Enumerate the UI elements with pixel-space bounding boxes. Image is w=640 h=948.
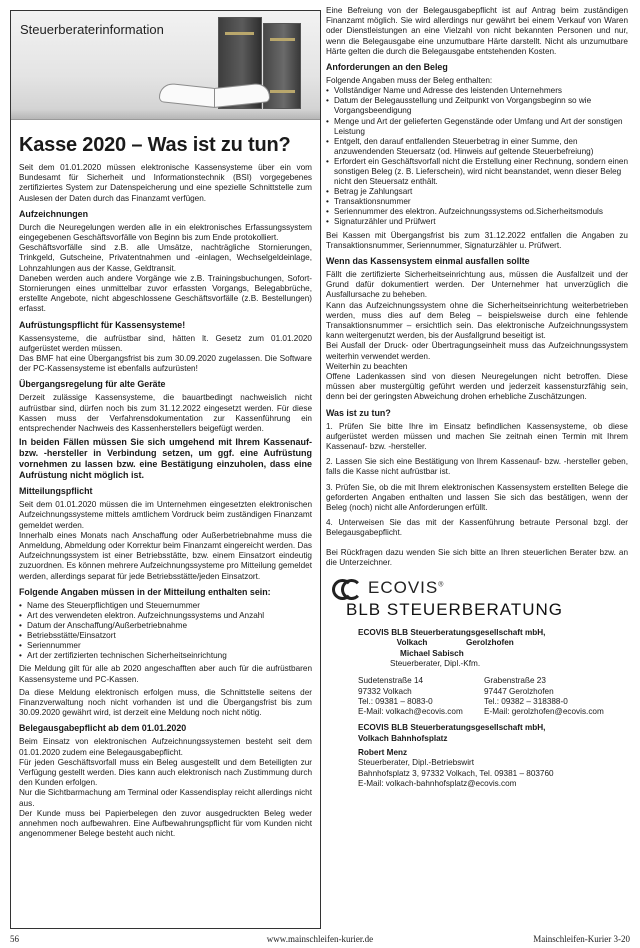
address-volkach — [358, 676, 484, 717]
list-item: • Name des Steuerpflichtigen und Steuernummer — [19, 601, 312, 611]
logo-subtitle: BLB STEUERBERATUNG — [346, 600, 564, 620]
left-column-frame — [10, 10, 321, 929]
intro-text: Seit dem 01.01.2020 müssen elektronische Kassensysteme über ein vom Bundesamt für Sicherheit und Informationstechnik (BSI) vorgegebenes zertifiziertes System zur Datenspeicherung und eine spezielle Schnittstelle zum Auslesen der Daten durch das Finanzamt verfügen. — [19, 163, 312, 203]
article-title: Kasse 2020 – Was ist zu tun? — [19, 134, 291, 156]
address-line: 97447 Gerolzhofen — [484, 686, 554, 696]
address-gerolzhofen — [484, 676, 610, 717]
contact-person: Robert Menz — [358, 747, 408, 757]
paragraph: Derzeit zulässige Kassensysteme, die bauartbedingt nachweislich nicht aufrüstbar sind, dürfen noch bis zum 31.12.2022 eingesetzt werden. Für diese Kassen muss der Verfahrensdokumentation zur Kassenführung ein entsprechender Nachweis des Kassenherstellers beigefügt werden. — [19, 393, 312, 434]
closing-text: Bei Rückfragen dazu wenden Sie sich bitte an Ihren steuerlichen Berater bzw. an die Unterzeichner. — [326, 547, 628, 567]
firm-volkach-gerolzhofen — [358, 628, 628, 789]
list-item: • Betriebsstätte/Einsatzort — [19, 631, 312, 641]
page-number: 56 — [10, 934, 19, 944]
banner-title: Steuerberaterinformation — [20, 22, 164, 37]
mitteilung-list — [19, 601, 312, 662]
paragraph: Seit dem 01.01.2020 müssen die im Unternehmen eingesetzten elektronischen Aufzeichnungssysteme mittels amtlichem Vordruck beim zuständigen Finanzamt gemeldet werden. — [19, 500, 312, 530]
address-line: 97332 Volkach — [358, 686, 412, 696]
paragraph: Fällt die zertifizierte Sicherheitseinrichtung aus, müssen die Ausfallzeit und der Grund dafür dokumentiert werden. Der Unternehmer hat unverzüglich die Ausfallursache zu beheben. — [326, 269, 628, 300]
email-link[interactable]: E-Mail: volkach-bahnhofsplatz@ecovis.com — [358, 778, 517, 788]
email-link[interactable]: E-Mail: volkach@ecovis.com — [358, 707, 463, 717]
heading-ausfall: Wenn das Kassensystem einmal ausfallen sollte — [326, 255, 530, 266]
paragraph: Folgende Angaben muss der Beleg enthalten: — [326, 76, 493, 86]
todo-item: 1. Prüfen Sie bitte Ihre im Einsatz befindlichen Kassensysteme, ob diese aufgerüstet werden müssen und machen Sie zeitnah einen Termin mit Ihrem Kassenauf- bzw. -hersteller. — [326, 421, 628, 451]
heading-aufzeichnungen: Aufzeichnungen — [19, 208, 89, 219]
ecovis-logo — [332, 578, 628, 598]
list-item: • Datum der Belegausstellung und Zeitpunkt von Vorgangsbeginn so wie Vorgangsbeendigung — [326, 96, 628, 116]
contact-role: Steuerberater, Dipl.-Betriebswirt — [358, 758, 475, 768]
firm-name: ECOVIS BLB Steuerberatungsgesellschaft mbH, — [358, 723, 546, 733]
paragraph: Für jeden Geschäftsvorfall muss ein Beleg ausgestellt und dem Beteiligten zur Verfügung gestellt werden. Dies kann auch elektronisch nach Zustimmung durch den Kunden erfolgen. — [19, 757, 312, 788]
firm-location: Volkach Bahnhofsplatz — [358, 733, 448, 743]
firm-location: Gerolzhofen — [466, 638, 514, 648]
address-line: Grabenstraße 23 — [484, 676, 546, 686]
phone: Tel.: 09381 – 8083-0 — [358, 696, 433, 706]
paragraph: Weiterhin zu beachten — [326, 361, 408, 371]
paragraph: Durch die Neuregelungen werden alle in ein elektronisches Erfassungssystem eingegebenen Geschäftsvorfälle von Beginn bis zum Ende protokolliert. — [19, 222, 312, 243]
addresses — [358, 676, 628, 717]
logo-text: ECOVIS — [368, 578, 439, 598]
right-column — [326, 6, 628, 789]
issue-label: Mainschleifen-Kurier 3-20 — [533, 934, 630, 944]
todo-item: 4. Unterweisen Sie das mit der Kassenführung betraute Personal bzgl. der Belegausgabepflicht. — [326, 518, 628, 538]
paragraph: Bei Ausfall der Druck- oder Übertragungseinheit muss das Aufzeichnungssystem weiterhin verwendet werden. — [326, 341, 628, 361]
email-link[interactable]: E-Mail: gerolzhofen@ecovis.com — [484, 707, 604, 717]
paragraph: Daneben werden auch andere Vorgänge wie z.B. Trainingsbuchungen, Sofort-Stornierungen eines unmittelbar zuvor erfassten Vorgangs, Belegabbrüche, erstellte Angebote, nicht abgeschlossene Geschäftsvorfälle (z.B. Bestellungen) erfasst. — [19, 273, 312, 314]
heading-folgende-angaben: Folgende Angaben müssen in der Mitteilung enthalten sein: — [19, 586, 271, 597]
address-line: Bahnhofsplatz 3, 97332 Volkach, Tel. 09381 – 803760 — [358, 768, 554, 778]
website-link[interactable]: www.mainschleifen-kurier.de — [266, 934, 374, 944]
list-item: • Seriennummer — [19, 641, 312, 651]
open-book-image — [159, 81, 269, 107]
paragraph: Eine Befreiung von der Belegausgabepflicht ist auf Antrag beim zuständigen Finanzamt möglich. Sie wird allerdings nur gewährt bei einem Verkauf von Waren oder Dienstleistungen an eine Vielzahl von nicht bekannten Personen und nur, wenn die Belegausgabe eine unzumutbare Härte darstellt. Nicht als unzumutbare Härte gelten die durch die Belegausgabe entstehenden Kosten. — [326, 6, 628, 56]
heading-mitteilungspflicht: Mitteilungspflicht — [19, 486, 93, 497]
heading-aufruestungspflicht: Aufrüstungspflicht für Kassensysteme! — [19, 319, 186, 330]
heading-was-ist-zu-tun: Was ist zu tun? — [326, 407, 391, 418]
heading-belegausgabepflicht: Belegausgabepflicht ab dem 01.01.2020 — [19, 723, 187, 734]
paragraph: Der Kunde muss bei Papierbelegen den zuvor ausgedruckten Beleg weder annehmen noch aufbewahren. Eine Aufbewahrungspflicht für vom Kunden nicht angenommener Belege besteht auch nicht. — [19, 808, 312, 839]
paragraph: Da diese Meldung elektronisch erfolgen muss, die Schnittstelle seitens der Finanzverwaltung noch nicht vorhanden ist und die Übergangsfrist bis zum 30.09.2020 gewährt wird, ist derzeit eine Meldung noch nicht nötig. — [19, 687, 312, 718]
contact-role: Steuerberater, Dipl.-Kfm. — [390, 658, 481, 668]
paragraph: Die Meldung gilt für alle ab 2020 angeschafften aber auch für die aufrüstbaren Kassensysteme und PC-Kassen. — [19, 664, 312, 684]
heading-uebergangsregelung: Übergangsregelung für alte Geräte — [19, 379, 166, 390]
list-item: • Entgelt, den darauf entfallenden Steuerbetrag in einer Summe, den anzuwendenden Steuersatz (od. Hinweis auf geltende Steuerbefreiung) — [326, 137, 628, 157]
paragraph: Nur die Sichtbarmachung am Terminal oder Kassendisplay reicht allerdings nicht aus. — [19, 788, 312, 808]
paragraph: Bei Kassen mit Übergangsfrist bis zum 31.12.2022 entfallen die Angaben zu Transaktionsnummer, Seriennummer, Signaturzähler u. Prüfwert. — [326, 230, 628, 250]
paragraph: Beim Einsatz von elektronischen Aufzeichnungssystemen besteht seit dem 01.01.2020 zudem eine Belegausgabepflicht. — [19, 737, 312, 757]
paragraph: Innerhalb eines Monats nach Anschaffung oder Außerbetriebnahme muss die Anmeldung, Abmeldung oder Korrektur beim Finanzamt eingereicht werden. Das Aufzeichnungssystem ist einer Betriebsstätte, bzw. einem Einsatzort eindeutig zuzuordnen. Es können mehrere Aufzeichnungssysteme pro Mitteilung gemeldet werden, allerdings separat für jede Betriebsstätte/jeden Einsatzort. — [19, 530, 312, 581]
paragraph: Kassensysteme, die aufrüstbar sind, hätten lt. Gesetz zum 01.01.2020 aufgerüstet werden müssen. — [19, 333, 312, 353]
todo-item: 2. Lassen Sie sich eine Bestätigung von Ihrem Kassenauf- bzw. -hersteller geben, falls die Kasse nicht aufrüstbar ist. — [326, 457, 628, 477]
firm-name: ECOVIS BLB Steuerberatungsgesellschaft mbH, — [358, 628, 546, 638]
paragraph: Kann das Aufzeichnungssystem ohne die Sicherheitseinrichtung weiterbetrieben werden, muss dies auf dem Beleg – beispielsweise durch eine fehlende Transaktionsnummer – ersichtlich sein. Das elektronische Aufzeichnungssystem kann weitergenutzt werden, bis der Ausfallgrund beseitigt ist. — [326, 300, 628, 341]
list-item: • Seriennummer des elektron. Aufzeichnungssystems od.Sicherheitsmoduls — [326, 207, 628, 217]
list-item: • Transaktionsnummer — [326, 197, 628, 207]
list-item: • Art des verwendeten elektron. Aufzeichnungssystems und Anzahl — [19, 611, 312, 621]
paragraph: Geschäftsvorfälle sind z.B. alle Umsätze, nachträgliche Stornierungen, Trinkgeld, Gutscheine, Privatentnahmen und -einlagen, Wechselgeldeinlage, Lohnzahlungen aus der Kasse, Geldtransit. — [19, 243, 312, 273]
list-item: • Erfordert ein Geschäftsvorfall nicht die Erstellung einer Rechnung, sondern einen sonstigen Beleg (z. B. Lieferschein), wird nicht beanstandet, wenn dieser Beleg nicht den Steuersatz enthält. — [326, 157, 628, 187]
emphasis-paragraph: In beiden Fällen müssen Sie sich umgehend mit Ihrem Kassenauf- bzw. -hersteller in Verbindung setzen, um ggf. eine Aufrüstung vornehmen zu lassen bzw. eine Bestätigung einzuholen, dass eine Aufrüstung nicht möglich ist. — [19, 437, 312, 481]
paragraph: Das BMF hat eine Übergangsfrist bis zum 30.09.2020 zugelassen. Die Software der PC-Kassensysteme ist ebenfalls aufzurüsten! — [19, 354, 312, 374]
address-line: Sudetenstraße 14 — [358, 676, 424, 686]
header-banner — [11, 11, 320, 120]
todo-item: 3. Prüfen Sie, ob die mit Ihrem elektronischen Kassensystem erstellten Belege die geforderten Angaben enthalten und lassen Sie sich das bestätigen, wenn der Beleg (noch) nicht alle Anforderungen erfüllt. — [326, 482, 628, 512]
list-item: • Signaturzähler und Prüfwert — [326, 217, 628, 227]
registered-mark: ® — [438, 581, 445, 589]
phone: Tel.: 09382 – 318388-0 — [484, 696, 568, 706]
list-item: • Art der zertifizierten technischen Sicherheitseinrichtung — [19, 651, 312, 661]
firm-location: Volkach — [396, 638, 428, 648]
beleg-requirements-list — [326, 86, 628, 227]
ecovis-logo-icon — [332, 579, 362, 597]
list-item: • Vollständiger Name und Adresse des leistenden Unternehmers — [326, 86, 628, 96]
list-item: • Betrag je Zahlungsart — [326, 187, 628, 197]
list-item: • Datum der Anschaffung/Außerbetriebnahme — [19, 621, 312, 631]
list-item: • Menge und Art der gelieferten Gegenstände oder Umfang und Art der sonstigen Leistung — [326, 117, 628, 137]
contact-person: Michael Sabisch — [400, 648, 464, 658]
heading-anforderungen: Anforderungen an den Beleg — [326, 62, 448, 73]
paragraph: Offene Ladenkassen sind von diesen Neuregelungen nicht betroffen. Diese müssen aber mustergültig geführt werden und jederzeit kassensturzfähig sein, denn bei der geringsten Abweichung drohen erhebliche Zuschätzungen. — [326, 371, 628, 402]
